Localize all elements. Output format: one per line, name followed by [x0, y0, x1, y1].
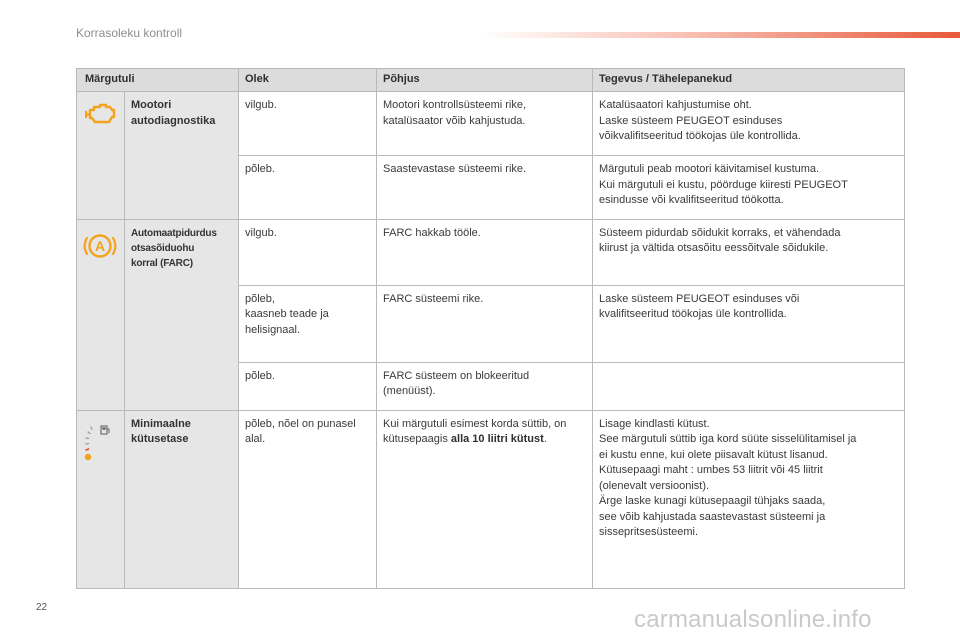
fuel-gauge-icon — [83, 423, 117, 469]
cause-cell — [377, 410, 593, 588]
watermark: carmanualsonline.info — [634, 606, 872, 633]
farc-icon-cell — [77, 219, 125, 410]
action-cell: Katalüsaatori kahjustumise oht. Laske süsteem PEUGEOT esinduses võikvalifitseeritud töökojas üle kontrollida. — [593, 92, 905, 156]
cause-cell: Saastevastase süsteemi rike. — [377, 156, 593, 220]
light-name-engine: Mootori autodiagnostika — [125, 92, 239, 220]
header-tegevus: Tegevus / Tähelepanekud — [593, 69, 905, 92]
table-header-row — [77, 69, 905, 92]
fuel-icon-cell — [77, 410, 125, 588]
state-cell: põleb, nõel on punasel alal. — [239, 410, 377, 588]
farc-brake-icon — [82, 232, 118, 266]
engine-icon-cell — [77, 92, 125, 220]
table-row — [77, 219, 905, 285]
action-cell: Laske süsteem PEUGEOT esinduses või kvalifitseeritud töökojas üle kontrollida. — [593, 285, 905, 362]
action-cell: Lisage kindlasti kütust. See märgutuli süttib iga kord süüte sisselülitamisel ja ei kustu enne, kui olete piisavalt kütust lisanud. Kütusepaagi maht : umbes 53 liitrit või 45 liitrit (olenevalt versioonist). Ärge laske kunagi kütusepaagil tühjaks saada, see võib kahjustada saastevastast süsteemi ja sissepritsesüsteemi. — [593, 410, 905, 588]
header-accent-bar — [480, 32, 960, 38]
svg-text:A: A — [94, 237, 106, 254]
state-cell: põleb. — [239, 362, 377, 410]
section-title: Korrasoleku kontroll — [76, 26, 183, 40]
warning-lights-table — [76, 68, 905, 589]
cause-suffix: . — [543, 433, 547, 445]
cause-text: Kui märgutuli esimest korda süttib, on kütusepaagis — [383, 417, 567, 445]
state-cell: põleb. — [239, 156, 377, 220]
cause-cell: FARC hakkab tööle. — [377, 219, 593, 285]
action-cell: Märgutuli peab mootori käivitamisel kustuma. Kui märgutuli ei kustu, pöörduge kiiresti PEUGEOT esindusse või kvalifitseeritud töökotta. — [593, 156, 905, 220]
action-cell: Süsteem pidurdab sõidukit korraks, et vähendada kiirust ja vältida otsasõitu eessõitvale sõidukile. — [593, 219, 905, 285]
action-cell — [593, 362, 905, 410]
cause-cell: FARC süsteem on blokeeritud (menüüst). — [377, 362, 593, 410]
engine-check-icon — [85, 102, 117, 132]
light-name-fuel: Minimaalne kütusetase — [125, 410, 239, 588]
header-margutuli: Märgutuli — [77, 69, 239, 92]
light-name-farc: Automaatpidurdus otsasõiduohu korral (FARC) — [125, 219, 239, 410]
page-number: 22 — [36, 602, 48, 613]
state-cell: vilgub. — [239, 219, 377, 285]
table-row — [77, 92, 905, 156]
cause-emphasis: alla 10 liitri kütust — [450, 433, 544, 445]
cause-cell: Mootori kontrollsüsteemi rike, katalüsaator võib kahjustuda. — [377, 92, 593, 156]
header-pohjus: Põhjus — [377, 69, 593, 92]
cause-cell: FARC süsteemi rike. — [377, 285, 593, 362]
state-cell: põleb, kaasneb teade ja helisignaal. — [239, 285, 377, 362]
header-olek: Olek — [239, 69, 377, 92]
table-row — [77, 410, 905, 588]
state-cell: vilgub. — [239, 92, 377, 156]
